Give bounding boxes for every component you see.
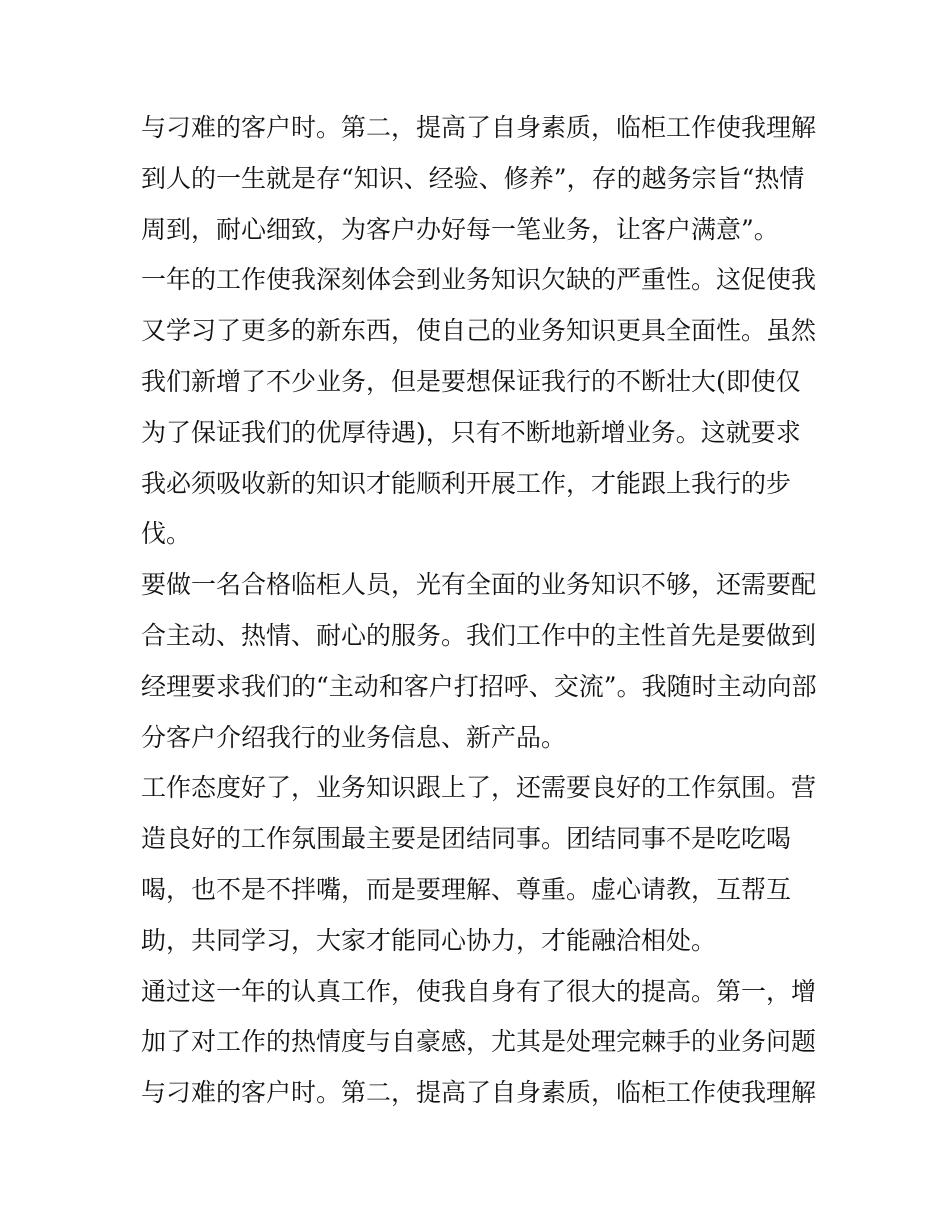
text-line: 伐。 xyxy=(141,519,192,549)
text-line: 我们新增了不少业务，但是要想保证我行的不断壮大(即使仅 xyxy=(141,366,801,396)
text-line: 通过这一年的认真工作，使我自身有了很大的提高。第一，增 xyxy=(141,976,817,1006)
text-line: 助，共同学习，大家才能同心协力，才能融洽相处。 xyxy=(141,925,717,955)
text-line: 加了对工作的热情度与自豪感，尤其是处理完棘手的业务问题 xyxy=(141,1027,817,1057)
text-line: 合主动、热情、耐心的服务。我们工作中的主性首先是要做到 xyxy=(141,620,817,650)
text-line: 要做一名合格临柜人员，光有全面的业务知识不够，还需要配 xyxy=(141,570,817,600)
text-line: 造良好的工作氛围最主要是团结同事。团结同事不是吃吃喝 xyxy=(141,824,792,854)
text-line: 工作态度好了，业务知识跟上了，还需要良好的工作氛围。营 xyxy=(141,773,817,803)
text-line: 我必须吸收新的知识才能顺利开展工作，才能跟上我行的步 xyxy=(141,468,792,498)
text-line: 喝，也不是不拌嘴，而是要理解、尊重。虚心请教，互帮互 xyxy=(141,874,792,904)
text-line: 与刁难的客户时。第二，提高了自身素质，临柜工作使我理解 xyxy=(141,113,817,142)
text-line: 到人的一生就是存“知识、经验、修养”，存的越务宗旨“热情 xyxy=(141,163,805,193)
text-line: 与刁难的客户时。第二，提高了自身素质，临柜工作使我理解 xyxy=(141,1078,817,1108)
text-line: 周到，耐心细致，为客户办好每一笔业务，让客户满意”。 xyxy=(141,214,779,244)
text-line: 又学习了更多的新东西，使自己的业务知识更具全面性。虽然 xyxy=(141,316,817,346)
text-line: 为了保证我们的优厚待遇)，只有不断地新增业务。这就要求 xyxy=(141,417,801,447)
text-line: 分客户介绍我行的业务信息、新产品。 xyxy=(141,722,567,752)
text-line: 一年的工作使我深刻体会到业务知识欠缺的严重性。这促使我 xyxy=(141,265,817,295)
document-body xyxy=(141,103,821,1119)
text-line: 经理要求我们的“主动和客户打招呼、交流”。我随时主动向部 xyxy=(141,671,817,701)
